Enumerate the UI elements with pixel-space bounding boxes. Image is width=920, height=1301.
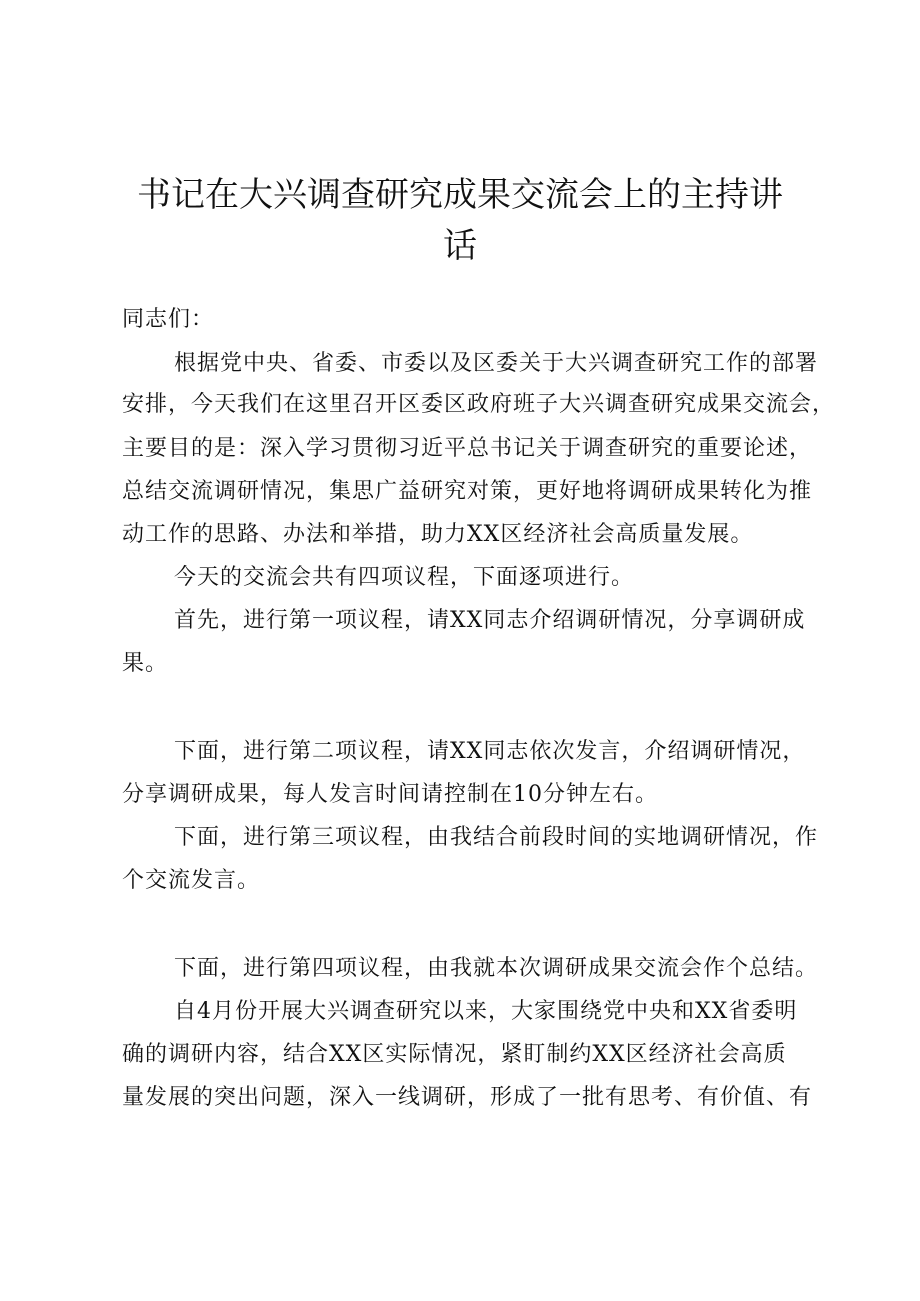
paragraph-2-line-1: 今天的交流会共有四项议程，下面逐项进行。 xyxy=(174,565,635,590)
paragraph-1-line-5: 动工作的思路、办法和举措，助力XX区经济社会高质量发展。 xyxy=(122,522,754,547)
paragraph-3-line-2: 果。 xyxy=(122,651,169,676)
paragraph-4-line-1: 下面，进行第二项议程，请XX同志依次发言，介绍调研情况， xyxy=(174,739,806,764)
paragraph-7-line-2: 确的调研内容，结合XX区实际情况，紧盯制约XX区经济社会高质 xyxy=(122,1042,787,1067)
paragraph-7-line-3: 量发展的突出问题，深入一线调研，形成了一批有思考、有价值、有 xyxy=(122,1085,813,1110)
paragraph-1-line-4: 总结交流调研情况，集思广益研究对策，更好地将调研成果转化为推 xyxy=(122,479,813,504)
document-title xyxy=(120,170,800,272)
paragraph-7-line-1: 自4月份开展大兴调查研究以来，大家围绕党中央和XX省委明 xyxy=(174,999,798,1024)
paragraph-3-line-1: 首先，进行第一项议程，请XX同志介绍调研情况，分享调研成 xyxy=(174,608,806,633)
salutation: 同志们： xyxy=(122,307,215,332)
paragraph-5-line-1: 下面，进行第三项议程，由我结合前段时间的实地调研情况，作 xyxy=(174,825,819,850)
paragraph-6-line-1: 下面，进行第四项议程，由我就本次调研成果交流会作个总结。 xyxy=(174,956,819,981)
paragraph-5-line-2: 个交流发言。 xyxy=(122,868,261,893)
paragraph-1-line-2: 安排，今天我们在这里召开区委区政府班子大兴调查研究成果交流会， xyxy=(122,392,836,417)
paragraph-1-line-1: 根据党中央、省委、市委以及区委关于大兴调查研究工作的部署 xyxy=(174,351,819,376)
paragraph-1-line-3: 主要目的是：深入学习贯彻习近平总书记关于调查研究的重要论述， xyxy=(122,436,813,461)
title-line-1: 书记在大兴调查研究成果交流会上的主持讲 xyxy=(137,175,783,215)
paragraph-4-line-2: 分享调研成果，每人发言时间请控制在10分钟左右。 xyxy=(122,782,658,807)
title-line-2: 话 xyxy=(443,226,477,266)
